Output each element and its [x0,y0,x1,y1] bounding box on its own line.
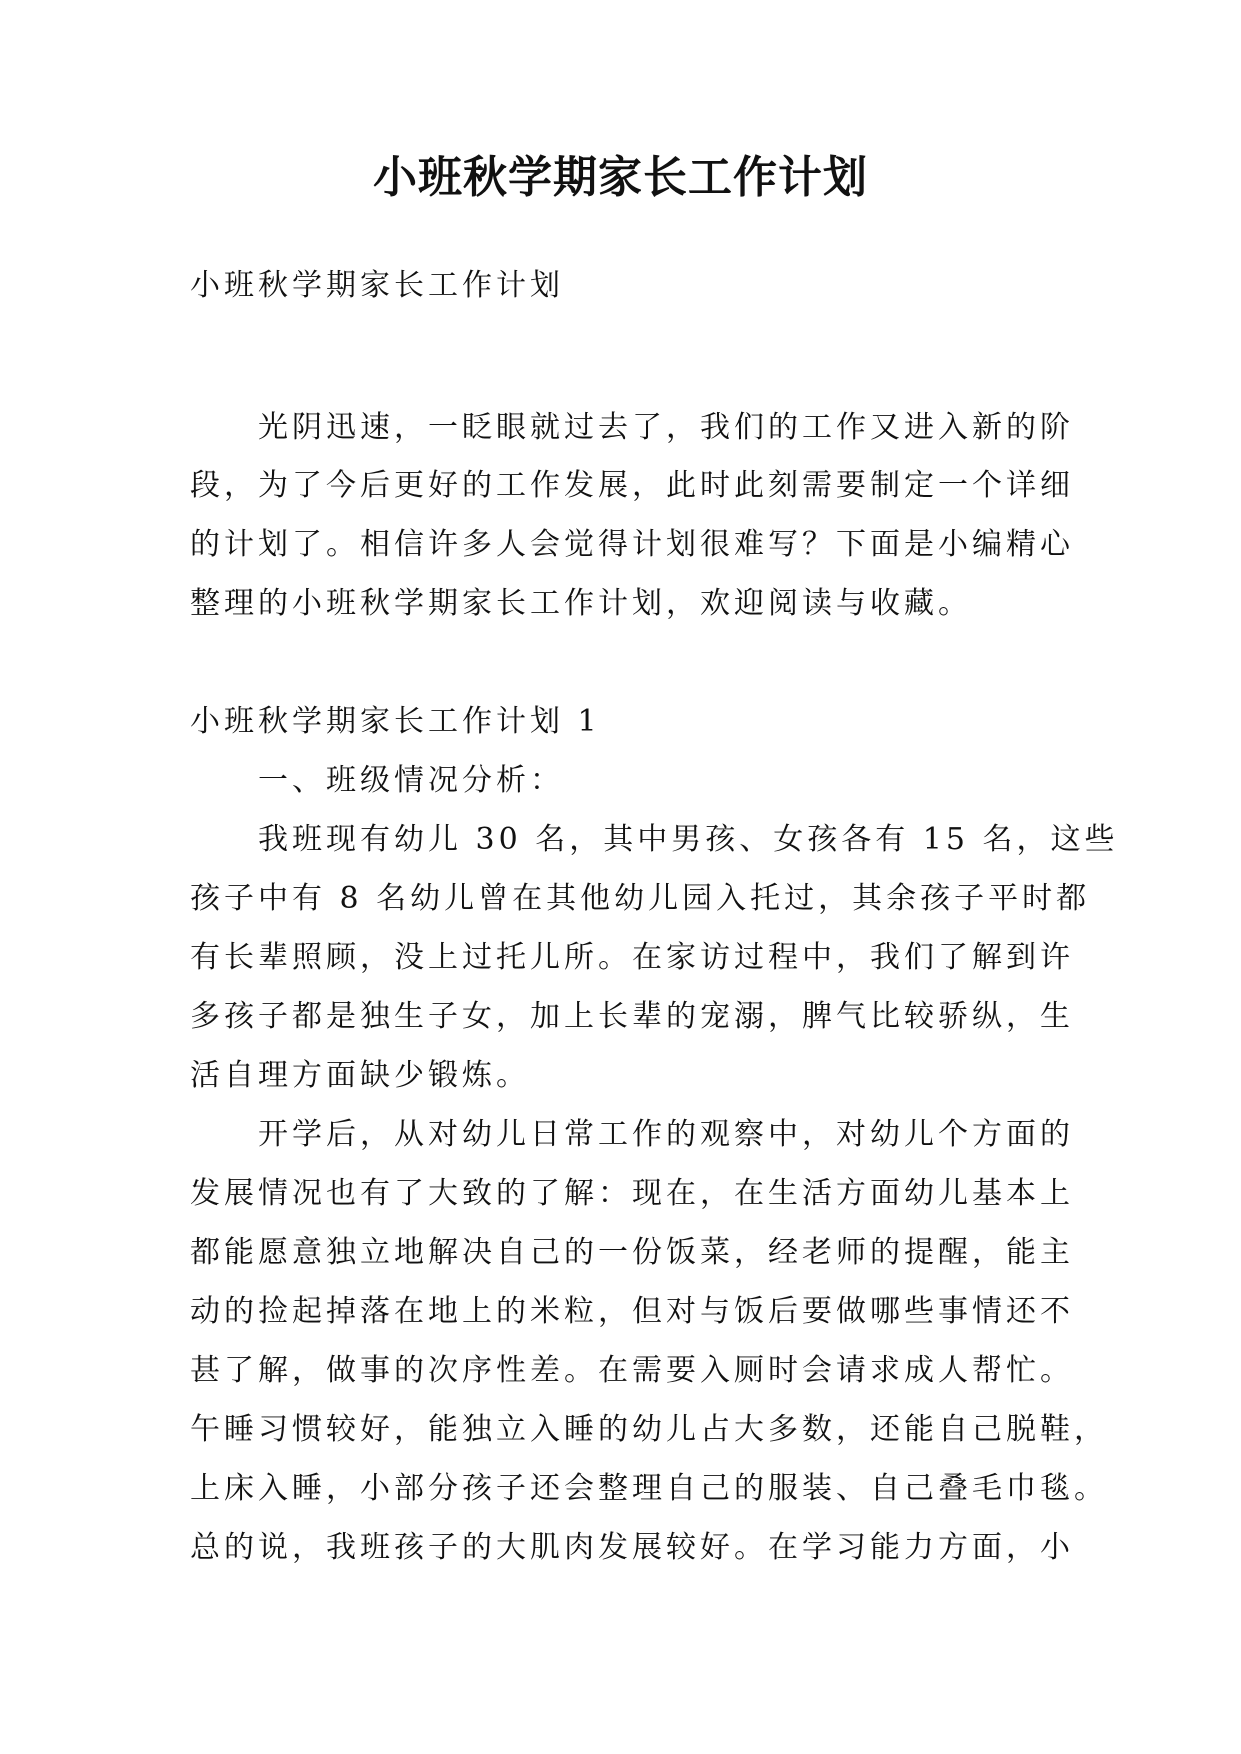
subsection-heading: 一、班级情况分析： [258,763,564,798]
paragraph-line: 有长辈照顾，没上过托儿所。在家访过程中，我们了解到许 [190,940,1074,975]
paragraph-line: 活自理方面缺少锻炼。 [190,1058,530,1093]
paragraph-line: 总的说，我班孩子的大肌肉发展较好。在学习能力方面，小 [190,1530,1074,1565]
paragraph-line: 发展情况也有了大致的了解：现在，在生活方面幼儿基本上 [190,1176,1074,1211]
paragraph-line: 动的捡起掉落在地上的米粒，但对与饭后要做哪些事情还不 [190,1294,1074,1329]
paragraph-line: 都能愿意独立地解决自己的一份饭菜，经老师的提醒，能主 [190,1235,1074,1270]
intro-line: 段，为了今后更好的工作发展，此时此刻需要制定一个详细 [190,468,1074,503]
paragraph-line: 开学后，从对幼儿日常工作的观察中，对幼儿个方面的 [258,1117,1074,1152]
paragraph-line: 我班现有幼儿 30 名，其中男孩、女孩各有 15 名，这些 [258,822,1119,857]
paragraph-line: 多孩子都是独生子女，加上长辈的宠溺，脾气比较骄纵，生 [190,999,1074,1034]
intro-line: 的计划了。相信许多人会觉得计划很难写？下面是小编精心 [190,527,1074,562]
intro-line: 整理的小班秋学期家长工作计划，欢迎阅读与收藏。 [190,586,972,621]
paragraph-line: 孩子中有 8 名幼儿曾在其他幼儿园入托过，其余孩子平时都 [190,881,1091,916]
paragraph-line: 甚了解，做事的次序性差。在需要入厕时会请求成人帮忙。 [190,1353,1074,1388]
intro-line: 光阴迅速，一眨眼就过去了，我们的工作又进入新的阶 [258,410,1074,445]
document-subtitle: 小班秋学期家长工作计划 [190,268,564,303]
section-heading: 小班秋学期家长工作计划 1 [190,704,601,739]
paragraph-line: 午睡习惯较好，能独立入睡的幼儿占大多数，还能自己脱鞋， [190,1412,1108,1447]
paragraph-line: 上床入睡，小部分孩子还会整理自己的服装、自己叠毛巾毯。 [190,1471,1108,1506]
document-title: 小班秋学期家长工作计划 [373,152,868,203]
